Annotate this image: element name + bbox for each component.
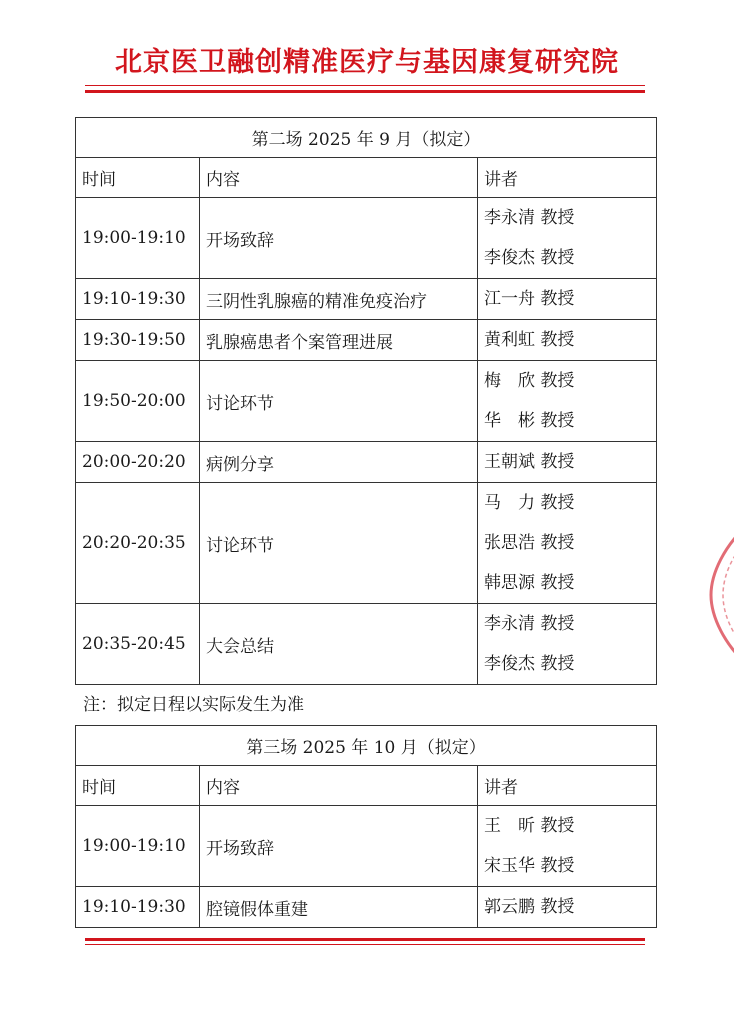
content-cell: 开场致辞 [200, 198, 478, 279]
speaker-name: 王朝斌 教授 [484, 452, 575, 472]
table-row [76, 198, 657, 279]
time-cell: 20:35-20:45 [76, 604, 200, 685]
table-row [76, 887, 657, 928]
speaker-name: 王 昕 教授 [484, 816, 575, 836]
speaker-name: 郭云鹏 教授 [484, 897, 575, 917]
schedule-table-session-2 [75, 117, 657, 685]
table-row [76, 806, 657, 887]
table-row [76, 604, 657, 685]
schedule-table-session-3 [75, 725, 657, 928]
speaker-name: 李永清 教授 [484, 614, 575, 634]
content-cell: 腔镜假体重建 [200, 887, 478, 928]
header-rule-thick [85, 90, 645, 93]
session-title: 第二场 2025 年 9 月（拟定） [76, 118, 657, 158]
speaker-name: 李俊杰 教授 [484, 654, 575, 674]
column-header-content: 内容 [200, 766, 478, 806]
speaker-cell [478, 806, 657, 887]
content-cell: 病例分享 [200, 442, 478, 483]
speaker-name: 李永清 教授 [484, 208, 575, 228]
column-header-time: 时间 [76, 766, 200, 806]
content-cell: 开场致辞 [200, 806, 478, 887]
speaker-name: 黄利虹 教授 [484, 330, 575, 350]
speaker-cell [478, 198, 657, 279]
schedule-note: 注：拟定日程以实际发生为准 [83, 695, 304, 715]
speaker-cell [478, 442, 657, 483]
speaker-name: 李俊杰 教授 [484, 248, 575, 268]
content-cell: 乳腺癌患者个案管理进展 [200, 320, 478, 361]
speaker-cell [478, 483, 657, 604]
table-row [76, 320, 657, 361]
speaker-cell [478, 887, 657, 928]
time-cell: 19:00-19:10 [76, 806, 200, 887]
speaker-name: 马 力 教授 [484, 493, 575, 513]
table-header-row [76, 766, 657, 806]
time-cell: 19:10-19:30 [76, 279, 200, 320]
time-cell: 19:00-19:10 [76, 198, 200, 279]
table-header-row [76, 158, 657, 198]
speaker-cell [478, 320, 657, 361]
speaker-cell [478, 361, 657, 442]
content-cell: 讨论环节 [200, 483, 478, 604]
speaker-name: 梅 欣 教授 [484, 371, 575, 391]
speaker-cell [478, 279, 657, 320]
time-cell: 19:10-19:30 [76, 887, 200, 928]
content-cell: 三阴性乳腺癌的精准免疫治疗 [200, 279, 478, 320]
time-cell: 20:00-20:20 [76, 442, 200, 483]
column-header-speaker: 讲者 [478, 766, 657, 806]
table-row [76, 483, 657, 604]
footer-rule-thick [85, 938, 645, 941]
speaker-name: 华 彬 教授 [484, 411, 575, 431]
speaker-name: 张思浩 教授 [484, 533, 575, 553]
content-cell: 大会总结 [200, 604, 478, 685]
footer-rule-thin [85, 944, 645, 945]
time-cell: 20:20-20:35 [76, 483, 200, 604]
table-row [76, 279, 657, 320]
time-cell: 19:30-19:50 [76, 320, 200, 361]
speaker-name: 江一舟 教授 [484, 289, 575, 309]
column-header-speaker: 讲者 [478, 158, 657, 198]
speaker-name: 宋玉华 教授 [484, 856, 575, 876]
seal-stamp [703, 515, 734, 675]
speaker-name: 韩思源 教授 [484, 573, 575, 593]
table-row [76, 361, 657, 442]
column-header-content: 内容 [200, 158, 478, 198]
header-rule-thin [85, 85, 645, 86]
speaker-cell [478, 604, 657, 685]
session-title: 第三场 2025 年 10 月（拟定） [76, 726, 657, 766]
content-cell: 讨论环节 [200, 361, 478, 442]
column-header-time: 时间 [76, 158, 200, 198]
institution-title: 北京医卫融创精准医疗与基因康复研究院 [115, 47, 619, 78]
time-cell: 19:50-20:00 [76, 361, 200, 442]
table-title-row [76, 726, 657, 766]
table-row [76, 442, 657, 483]
table-title-row [76, 118, 657, 158]
